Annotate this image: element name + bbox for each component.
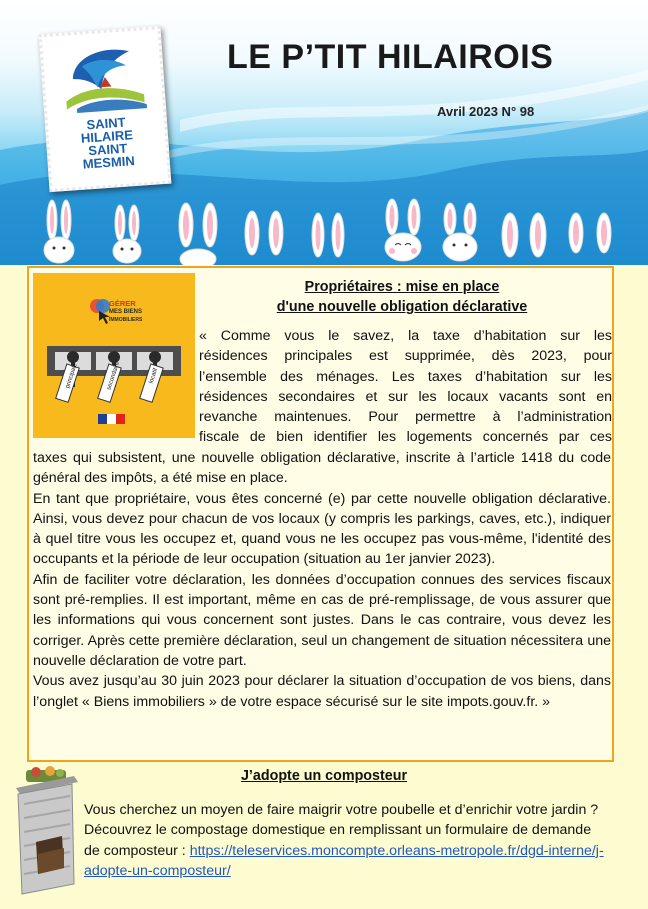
intro-line: « Comme vous le savez, la taxe d’habitation sur les <box>199 328 612 344</box>
article-intro-continued: taxes qui subsistent, une nouvelle obligation déclarative, inscrite à l’article 1418 du code général des impôts, a été mise en place. <box>33 450 611 487</box>
logo-emblem-icon <box>42 33 163 121</box>
keys-illustration-icon <box>33 273 195 438</box>
article-title-line: Propriétaires : mise en place <box>304 279 500 295</box>
compost-text: Vous cherchez un moyen de faire maigrir votre poubelle et d’enrichir votre jardin ? Découvrez le compostage domestique en remplissant un formulaire de demande de composteur : <box>84 802 599 859</box>
composter-bin-icon <box>12 764 82 904</box>
logo-wordmark <box>48 113 167 173</box>
bunny-icon <box>245 211 283 255</box>
intro-line: résidences principales est supprimée, dès 2023, pour <box>199 348 612 365</box>
key-tag: secondaire <box>106 361 122 391</box>
bunny-icon <box>443 203 477 261</box>
intro-line: revanche maintenues. Pour permettre à l’administration <box>199 409 612 426</box>
composter-form-link[interactable]: https://teleservices.moncompte.orleans-metropole.fr/dgd-interne/j-adopte-un-composteur/ <box>84 842 604 879</box>
article-title-line: d'une nouvelle obligation déclarative <box>276 299 528 315</box>
key-tag: locatif <box>148 367 160 385</box>
article-paragraph: Vous avez jusqu’au 30 juin 2023 pour déclarer la situation d’occupation de vos biens, dans l’onglet « Biens immobiliers » de votre espace sécurisé sur le site impots.gouv.fr. » <box>33 673 611 710</box>
bunny-icon <box>385 199 421 261</box>
logo-line: HILAIRE <box>80 127 134 146</box>
gerer-mes-biens-illustration <box>33 273 195 438</box>
bunnies-decoration <box>0 195 648 265</box>
newsletter-title: LE P’TIT HILAIROIS <box>227 38 554 76</box>
article-title <box>199 277 605 317</box>
bunny-icon <box>312 213 344 257</box>
bunny-icon <box>44 200 74 263</box>
illustration-heading: GÉRER <box>109 299 136 308</box>
bunny-icon <box>113 205 141 263</box>
compost-section-body <box>84 800 610 881</box>
issue-date: Avril 2023 N° 98 <box>437 104 535 119</box>
bunny-icon <box>179 203 217 265</box>
article-paragraph: En tant que propriétaire, vous êtes concerné (e) par cette nouvelle obligation déclarative. Ainsi, vous devez pour chacun de vos locaux (y compris les parkings, caves, etc.), indiquer à quel titre vous les occupez et, quand vous ne les occupez pas vous-même, l'identité des occupants et la période de leur occupation (situation au 1er janvier 2023). <box>33 490 611 568</box>
town-logo <box>39 26 172 192</box>
key-tag: principale <box>65 362 79 390</box>
logo-line: SAINT <box>87 140 128 159</box>
illustration-heading: MES BIENS <box>109 309 143 315</box>
intro-line: résidences secondaires et sur les locaux vacants sont en <box>199 388 612 405</box>
article-proprietaires <box>27 266 614 762</box>
illustration-heading: IMMOBILIERS <box>109 317 143 323</box>
logo-line: MESMIN <box>82 153 136 172</box>
logo-line: SAINT <box>86 114 126 133</box>
bunny-icon <box>569 213 611 253</box>
article-body <box>33 448 611 712</box>
compost-section-title: J’adopte un composteur <box>240 768 408 784</box>
article-paragraph: Afin de faciliter votre déclaration, les données d’occupation connues des services fiscaux sont pré-remplies. Il est important, même en cas de pré-remplissage, de vous assurer que les informations qui vous concernent sont justes. Dans le cas contraire, vous devez les corriger. Après cette première déclaration, seul un changement de situation nécessitera une nouvelle déclaration de votre part. <box>33 571 611 669</box>
intro-line: l’ensemble des ménages. Les taxes d’habitation sur les <box>199 368 612 385</box>
intro-line: fiscale de bien identifier les logements concernés par ces <box>199 429 612 446</box>
bunny-icon <box>502 213 546 257</box>
newsletter-header <box>0 0 648 265</box>
article-intro-wrapped <box>199 326 612 448</box>
